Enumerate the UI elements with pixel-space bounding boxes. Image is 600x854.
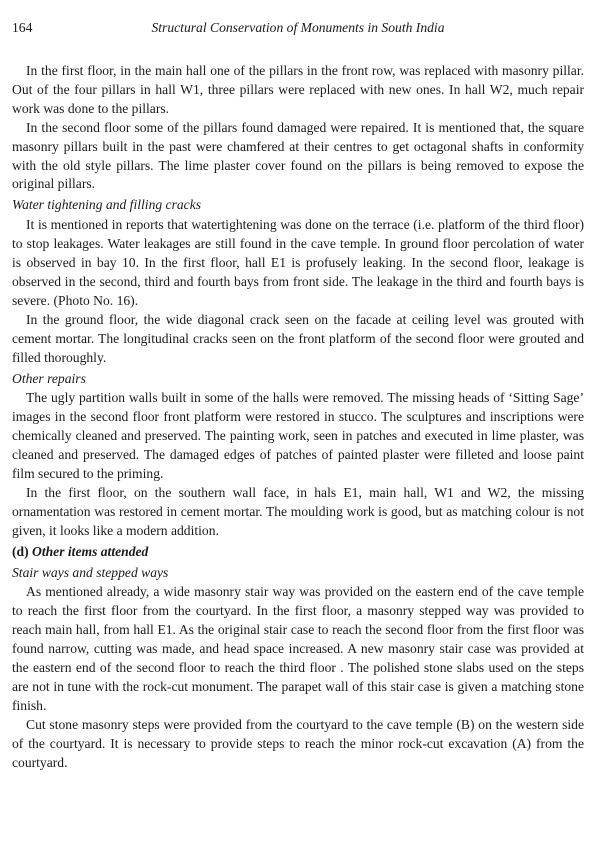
paragraph: It is mentioned in reports that watertightening was done on the terrace (i.e. platform of the third floor) to stop leakages. Water leakages are still found in the cave temple. In ground floor percolation of water is observed in bay 10. In the first floor, hall E1 is profusely leaking. In the second floor, leakage is observed in the second, third and fourth bays from front side. The leakage in the third and fourth bays is severe. (Photo No. 16).	[12, 217, 584, 308]
paragraph: Cut stone masonry steps were provided from the courtyard to the cave temple (B) on the western side of the courtyard. It is necessary to provide steps to reach the minor rock-cut excavation (A) from the courtyard.	[12, 716, 584, 770]
paragraph: In the second floor some of the pillars found damaged were repaired. It is mentioned that, the square masonry pillars built in the past were chamfered at their centres to get octagonal shafts in conformity with the old style pillars. The lime plaster cover found on the pillars is being removed to expose the original pillars.	[12, 119, 584, 192]
running-header	[8, 20, 584, 40]
subheading-stair-ways: Stair ways and stepped ways	[12, 564, 169, 580]
subheading-water-tightening: Water tightening and filling cracks	[12, 197, 202, 213]
paragraph: In the first floor, on the southern wall face, in hals E1, main hall, W1 and W2, the missing ornamentation was restored in cement mortar. The moulding work is good, but as matching colour is not given, it looks like a modern addition.	[12, 484, 584, 538]
section-heading-d	[8, 543, 584, 562]
page-number: 164	[12, 20, 33, 35]
paragraph: The ugly partition walls built in some of the halls were removed. The missing heads of ‘Sitting Sage’ images in the second floor front platform were restored in stucco. The sculptures and inscriptions were chemically cleaned and preserved. The painting work, seen in patches and executed in lime plaster, was cleaned and preserved. The damaged edges of patches of painted plaster were filleted and loose paint film secured to the priming.	[12, 390, 584, 482]
running-title: Structural Conservation of Monuments in South India	[151, 20, 445, 35]
paragraph: In the first floor, in the main hall one of the pillars in the front row, was replaced with masonry pillar. Out of the four pillars in hall W1, three pillars were replaced with new ones. In hall W2, much repair work was done to the pillars.	[12, 63, 584, 116]
section-label: (d)	[12, 543, 29, 559]
paragraph: As mentioned already, a wide masonry stair way was provided on the eastern end of the cave temple to reach the first floor from the courtyard. In the first floor, a masonry stepped way was provided to reach main hall, from hall E1. As the original stair case to reach the second floor from the first floor was found narrow, cutting was made, and head space increased. A new masonry stair case was provided at the eastern end of the second floor to reach the third floor . The polished stone slabs used on the steps are not in tune with the rock-cut monument. The parapet wall of this stair case is given a matching stone finish.	[12, 584, 584, 713]
section-title: Other items attended	[32, 543, 149, 559]
paragraph: In the ground floor, the wide diagonal crack seen on the facade at ceiling level was grouted with cement mortar. The longitudinal cracks seen on the front platform of the second floor were grouted and filled thoroughly.	[12, 311, 584, 365]
subheading-other-repairs: Other repairs	[12, 370, 86, 386]
